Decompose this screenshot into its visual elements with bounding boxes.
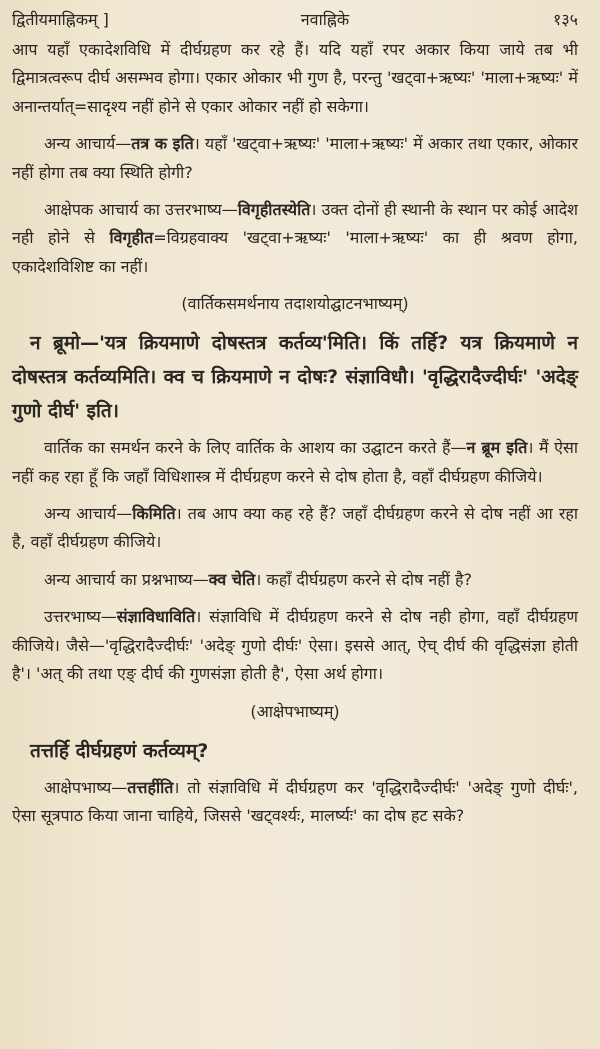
page-number: १३५: [553, 10, 578, 29]
paragraph-text: । यहाँ 'खट्वा+ऋष्यः' 'माला+ऋष्यः' में अकार तथा एकार, ओकार नहीं होगा तब क्या स्थिति होगी?: [12, 134, 578, 182]
paragraph-6: [12, 566, 578, 594]
bhashya-quote: संज्ञाविधाविति: [116, 607, 196, 627]
paragraph-8: [12, 774, 578, 831]
bhashya-quote: किमिति: [132, 504, 176, 524]
speaker-label: अन्य आचार्य—: [44, 504, 133, 524]
bold-term: विगृहीत: [109, 228, 154, 248]
speaker-label: अन्य आचार्य का प्रश्नभाष्य—: [44, 569, 209, 589]
paragraph-text: । उक्त दोनों ही स्थानी के स्थान पर कोई आदेश नही होने से: [12, 200, 578, 248]
speaker-label: आक्षेपक आचार्य का उत्तरभाष्य—: [44, 200, 238, 220]
paragraph-2: [12, 130, 578, 187]
bhashya-text-1: न ब्रूमो—'यत्र क्रियमाणे दोषस्तत्र कर्तव्य'मिति। किं तर्हि? यत्र क्रियमाणे न दोषस्तत्र कर्तव्यमिति। क्व च क्रियमाणे न दोषः? संज्ञाविधौ। 'वृद्धिरादैज्दीर्घः' 'अदेङ् गुणो दीर्घ' इति।: [12, 332, 578, 423]
paragraph-text: । तो संज्ञाविधि में दीर्घग्रहण कर 'वृद्धिरादैज्दीर्घः' 'अदेङ् गुणो दीर्घः', ऐसा सूत्रपाठ किया जाना चाहिये, जिससे 'खट्वर्श्यः, मालर्ष्यः' का दोष हट सके?: [12, 777, 578, 825]
bhashya-text-2: तत्तर्हि दीर्घग्रहणं कर्तव्यम्?: [30, 739, 209, 762]
paragraph-7: [12, 603, 578, 688]
paragraph-text: । तब आप क्या कह रहे हैं? जहाँ दीर्घग्रहण करने से दोष नहीं आ रहा है, वहाँ दीर्घग्रहण कीजिये।: [12, 504, 578, 552]
bhashya-quote: तत्तर्हीति: [127, 777, 174, 797]
speaker-label: आक्षेपभाष्य—: [44, 777, 128, 797]
paragraph-5: [12, 500, 578, 557]
bhashya-quote: तत्र क इति: [131, 134, 194, 154]
paragraph-text: । संज्ञाविधि में दीर्घग्रहण करने से दोष नही होगा, वहाँ दीर्घग्रहण कीजिये। जैसे—'वृद्धिरादैज्दीर्घः' 'अदेङ् गुणो दीर्घः' ऐसा। इससे आत्, ऐच् दीर्घ की वृद्धिसंज्ञा होती है'। 'अत् की तथा एङ् दीर्घ की गुणसंज्ञा होती है', ऐसा अर्थ होगा।: [12, 607, 578, 684]
paragraph-4: [12, 434, 578, 491]
speaker-label: अन्य आचार्य—: [44, 134, 132, 154]
paragraph-1: आप यहाँ एकादेशविधि में दीर्घग्रहण कर रहे हैं। यदि यहाँ रपर अकार किया जाये तब भी द्विमात्रत्वरूप दीर्घ असम्भव होगा। एकार ओकार भी गुण है, परन्तु 'खट्वा+ऋष्यः' 'माला+ऋष्यः' में अनान्तर्यात्=सादृश्य नहीं होने से एकार ओकार नहीं हो सकेगा।: [12, 40, 578, 116]
section-heading-2: (आक्षेपभाष्यम्): [250, 701, 340, 721]
bhashya-quote: क्व चेति: [208, 569, 256, 589]
section-heading-1: (वार्तिकसमर्थनाय तदाशयोद्घाटनभाष्यम्): [181, 294, 409, 314]
speaker-label: उत्तरभाष्य—: [44, 607, 117, 627]
bhashya-quote: विगृहीतस्येति: [237, 200, 311, 220]
paragraph-3: [12, 196, 578, 281]
bhashya-quote: न ब्रूम इति: [466, 438, 528, 458]
page-header: [12, 8, 578, 32]
header-section: नवाह्निके: [300, 10, 350, 29]
paragraph-text: वार्तिक का समर्थन करने के लिए वार्तिक के आशय का उद्घाटन करते हैं—: [44, 438, 467, 458]
paragraph-text: =विग्रहवाक्य 'खट्वा+ऋष्यः' 'माला+ऋष्यः' का ही श्रवण होगा, एकादेशविशिष्ट का नहीं।: [12, 228, 578, 276]
header-chapter: द्वितीयमाह्निकम् ]: [12, 10, 109, 29]
paragraph-text: । मैं ऐसा नहीं कह रहा हूँ कि जहाँ विधिशास्त्र में दीर्घग्रहण करने से दोष होता है, वहाँ दीर्घग्रहण कीजिये।: [12, 438, 578, 486]
paragraph-text: । कहाँ दीर्घग्रहण करने से दोष नहीं है?: [255, 569, 472, 589]
